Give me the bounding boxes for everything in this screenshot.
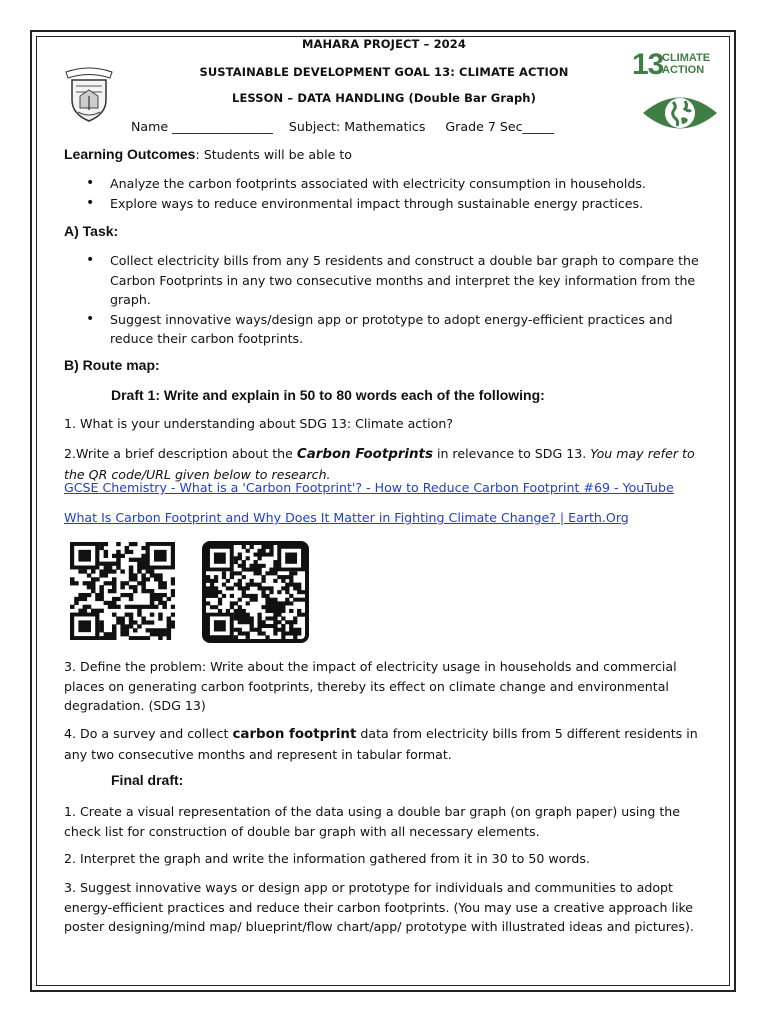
task-heading: A) Task:: [64, 223, 119, 239]
q2-part-a: 2.Write a brief description about the: [64, 446, 297, 461]
q2-part-d: You may refer to the QR code/URL given below to research.: [64, 446, 695, 482]
lesson-title: LESSON – DATA HANDLING (Double Bar Graph): [232, 91, 536, 105]
sdg13-badge: [632, 48, 722, 88]
list-item: • Collect electricity bills from any 5 residents and construct a double bar graph to compare the Carbon Footprints in any two consecutive months and interpret the key information from the graph.: [64, 251, 714, 310]
goal-title: SUSTAINABLE DEVELOPMENT GOAL 13: CLIMATE ACTION: [199, 65, 569, 79]
q4-part-a: 4. Do a survey and collect: [64, 726, 233, 741]
qr-code-earth-org[interactable]: [202, 541, 309, 643]
learning-outcomes-intro: : Students will be able to: [195, 147, 353, 162]
draft1-heading: Draft 1: Write and explain in 50 to 80 words each of the following:: [111, 387, 545, 403]
name-subject-line: Name ________________ Subject: Mathematics Grade 7 Sec_____: [131, 119, 554, 134]
list-item: • Suggest innovative ways/design app or prototype to adopt energy-efficient practices and reduce their carbon footprints.: [64, 310, 714, 349]
route-map-heading: B) Route map:: [64, 357, 160, 373]
youtube-link[interactable]: GCSE Chemistry - What is a 'Carbon Footprint'? - How to Reduce Carbon Footprint #69 - YouTube: [64, 480, 674, 495]
question-3: 3. Define the problem: Write about the impact of electricity usage in households and commercial places on generating carbon footprints, thereby its effect on climate change and environmental degradation. (SDG 13): [64, 659, 677, 713]
question-4: [64, 724, 716, 764]
sdg-number: 13: [632, 48, 664, 81]
list-item: • Analyze the carbon footprints associated with electricity consumption in households.: [64, 174, 714, 194]
qr-code-youtube[interactable]: [70, 542, 175, 640]
list-item: • Explore ways to reduce environmental impact through sustainable energy practices.: [64, 194, 714, 214]
project-title: MAHARA PROJECT – 2024: [302, 37, 466, 51]
question-2: [64, 444, 714, 484]
q2-carbon-footprints: Carbon Footprints: [296, 447, 433, 462]
eye-globe-icon: [641, 88, 719, 138]
q4-part-c: data from electricity bills from 5 different residents in any two consecutive months and represent in tabular format.: [64, 726, 698, 762]
sdg-label-1: CLIMATE: [662, 52, 711, 64]
q2-part-c: in relevance to SDG 13.: [432, 446, 591, 461]
final-item-3: 3. Suggest innovative ways or design app or prototype for individuals and communities to adopt energy-efficient practices and reduce their carbon footprints. (You may use a creative approach like poster designing/mind map/ blueprint/flow chart/app/ prototype with illustrated ideas and pictures).: [64, 880, 694, 934]
final-item-2: 2. Interpret the graph and write the information gathered from it in 30 to 50 words.: [64, 851, 590, 866]
final-draft-heading: Final draft:: [111, 772, 184, 788]
learning-outcomes-line: [64, 145, 352, 165]
q4-carbon-footprint: carbon footprint: [232, 727, 357, 742]
question-1: 1. What is your understanding about SDG 13: Climate action?: [64, 416, 454, 431]
learning-outcomes-list: [64, 174, 714, 213]
final-item-1: 1. Create a visual representation of the data using a double bar graph (on graph paper) using the check list for construction of double bar graph with all necessary elements.: [64, 804, 680, 839]
earth-org-link[interactable]: What Is Carbon Footprint and Why Does It Matter in Fighting Climate Change? | Earth.Org: [64, 510, 629, 525]
sdg-label-2: ACTION: [662, 64, 705, 76]
learning-outcomes-heading: Learning Outcomes: [64, 146, 196, 162]
task-list: [64, 251, 714, 349]
